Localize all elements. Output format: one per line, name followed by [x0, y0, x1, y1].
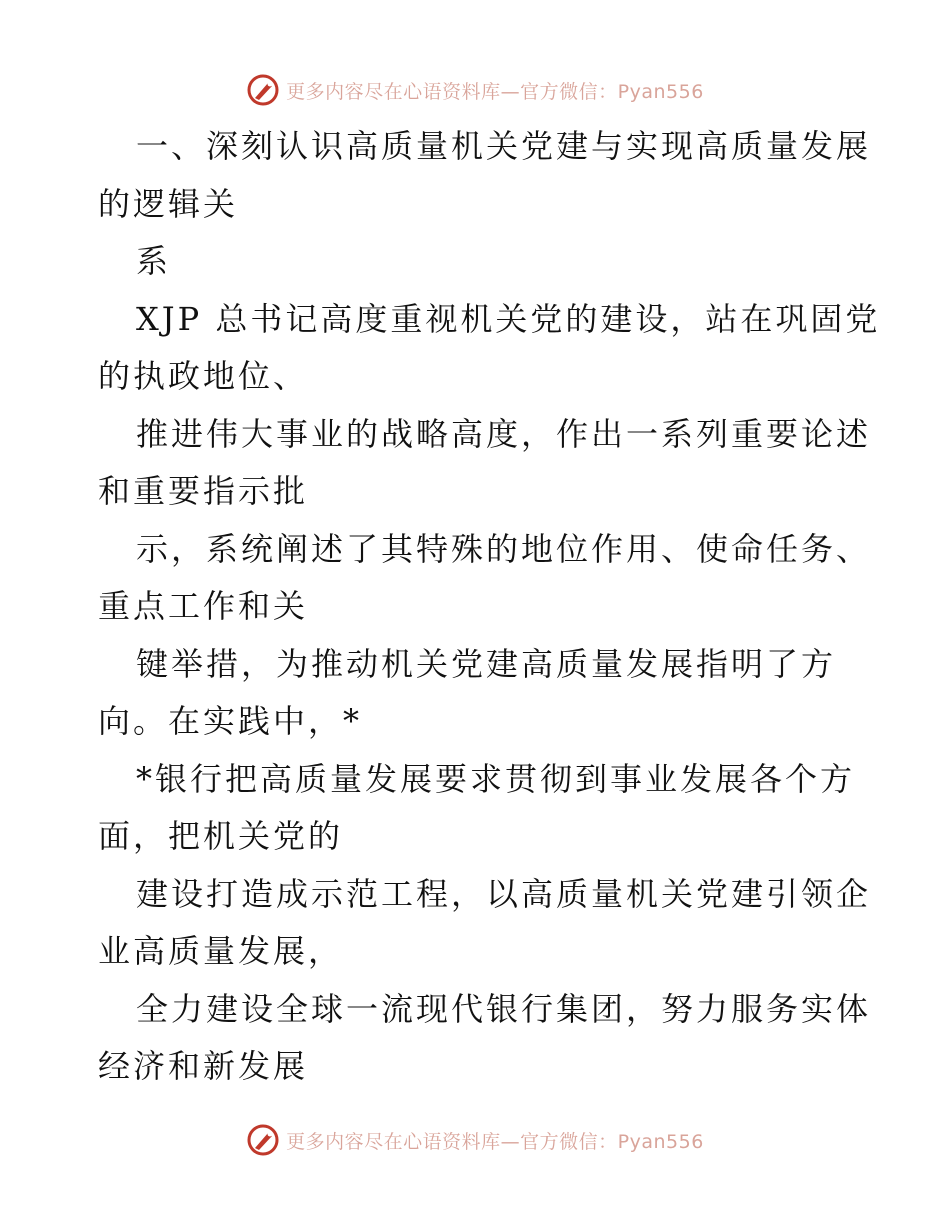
text-line: 向。在实践中，*	[98, 702, 363, 740]
pen-logo-icon	[246, 1123, 280, 1157]
text-line: 的执政地位、	[98, 357, 309, 395]
text-line: 键举措，为推动机关党建高质量发展指明了方	[136, 644, 837, 683]
footer-watermark	[0, 1120, 950, 1160]
text-line: 一、深刻认识高质量机关党建与实现高质量发展	[136, 127, 872, 165]
text-line: 面，把机关党的	[98, 817, 344, 855]
watermark-text: 更多内容尽在心语资料库—官方微信：Pyan556	[286, 1130, 704, 1153]
text-line: *银行把高质量发展要求贯彻到事业发展各个方	[136, 759, 856, 798]
text-line: 示，系统阐述了其特殊的地位作用、使命任务、	[136, 529, 872, 568]
text-line: 经济和新发展	[98, 1047, 309, 1085]
text-line: 和重要指示批	[98, 472, 309, 510]
text-line: XJP 总书记高度重视机关党的建设，站在巩固党	[136, 299, 881, 338]
text-line: 建设打造成示范工程，以高质量机关党建引领企	[136, 874, 872, 913]
document-body	[98, 118, 881, 1096]
watermark-text: 更多内容尽在心语资料库—官方微信：Pyan556	[286, 80, 704, 103]
text-line: 全力建设全球一流现代银行集团，努力服务实体	[136, 989, 872, 1028]
pen-logo-icon	[246, 73, 280, 107]
text-line: 推进伟大事业的战略高度，作出一系列重要论述	[136, 414, 872, 453]
text-line: 系	[136, 242, 172, 280]
text-line: 的逻辑关	[98, 184, 239, 223]
header-watermark	[0, 70, 950, 110]
text-line: 业高质量发展，	[98, 932, 344, 970]
text-line: 重点工作和关	[98, 587, 309, 625]
